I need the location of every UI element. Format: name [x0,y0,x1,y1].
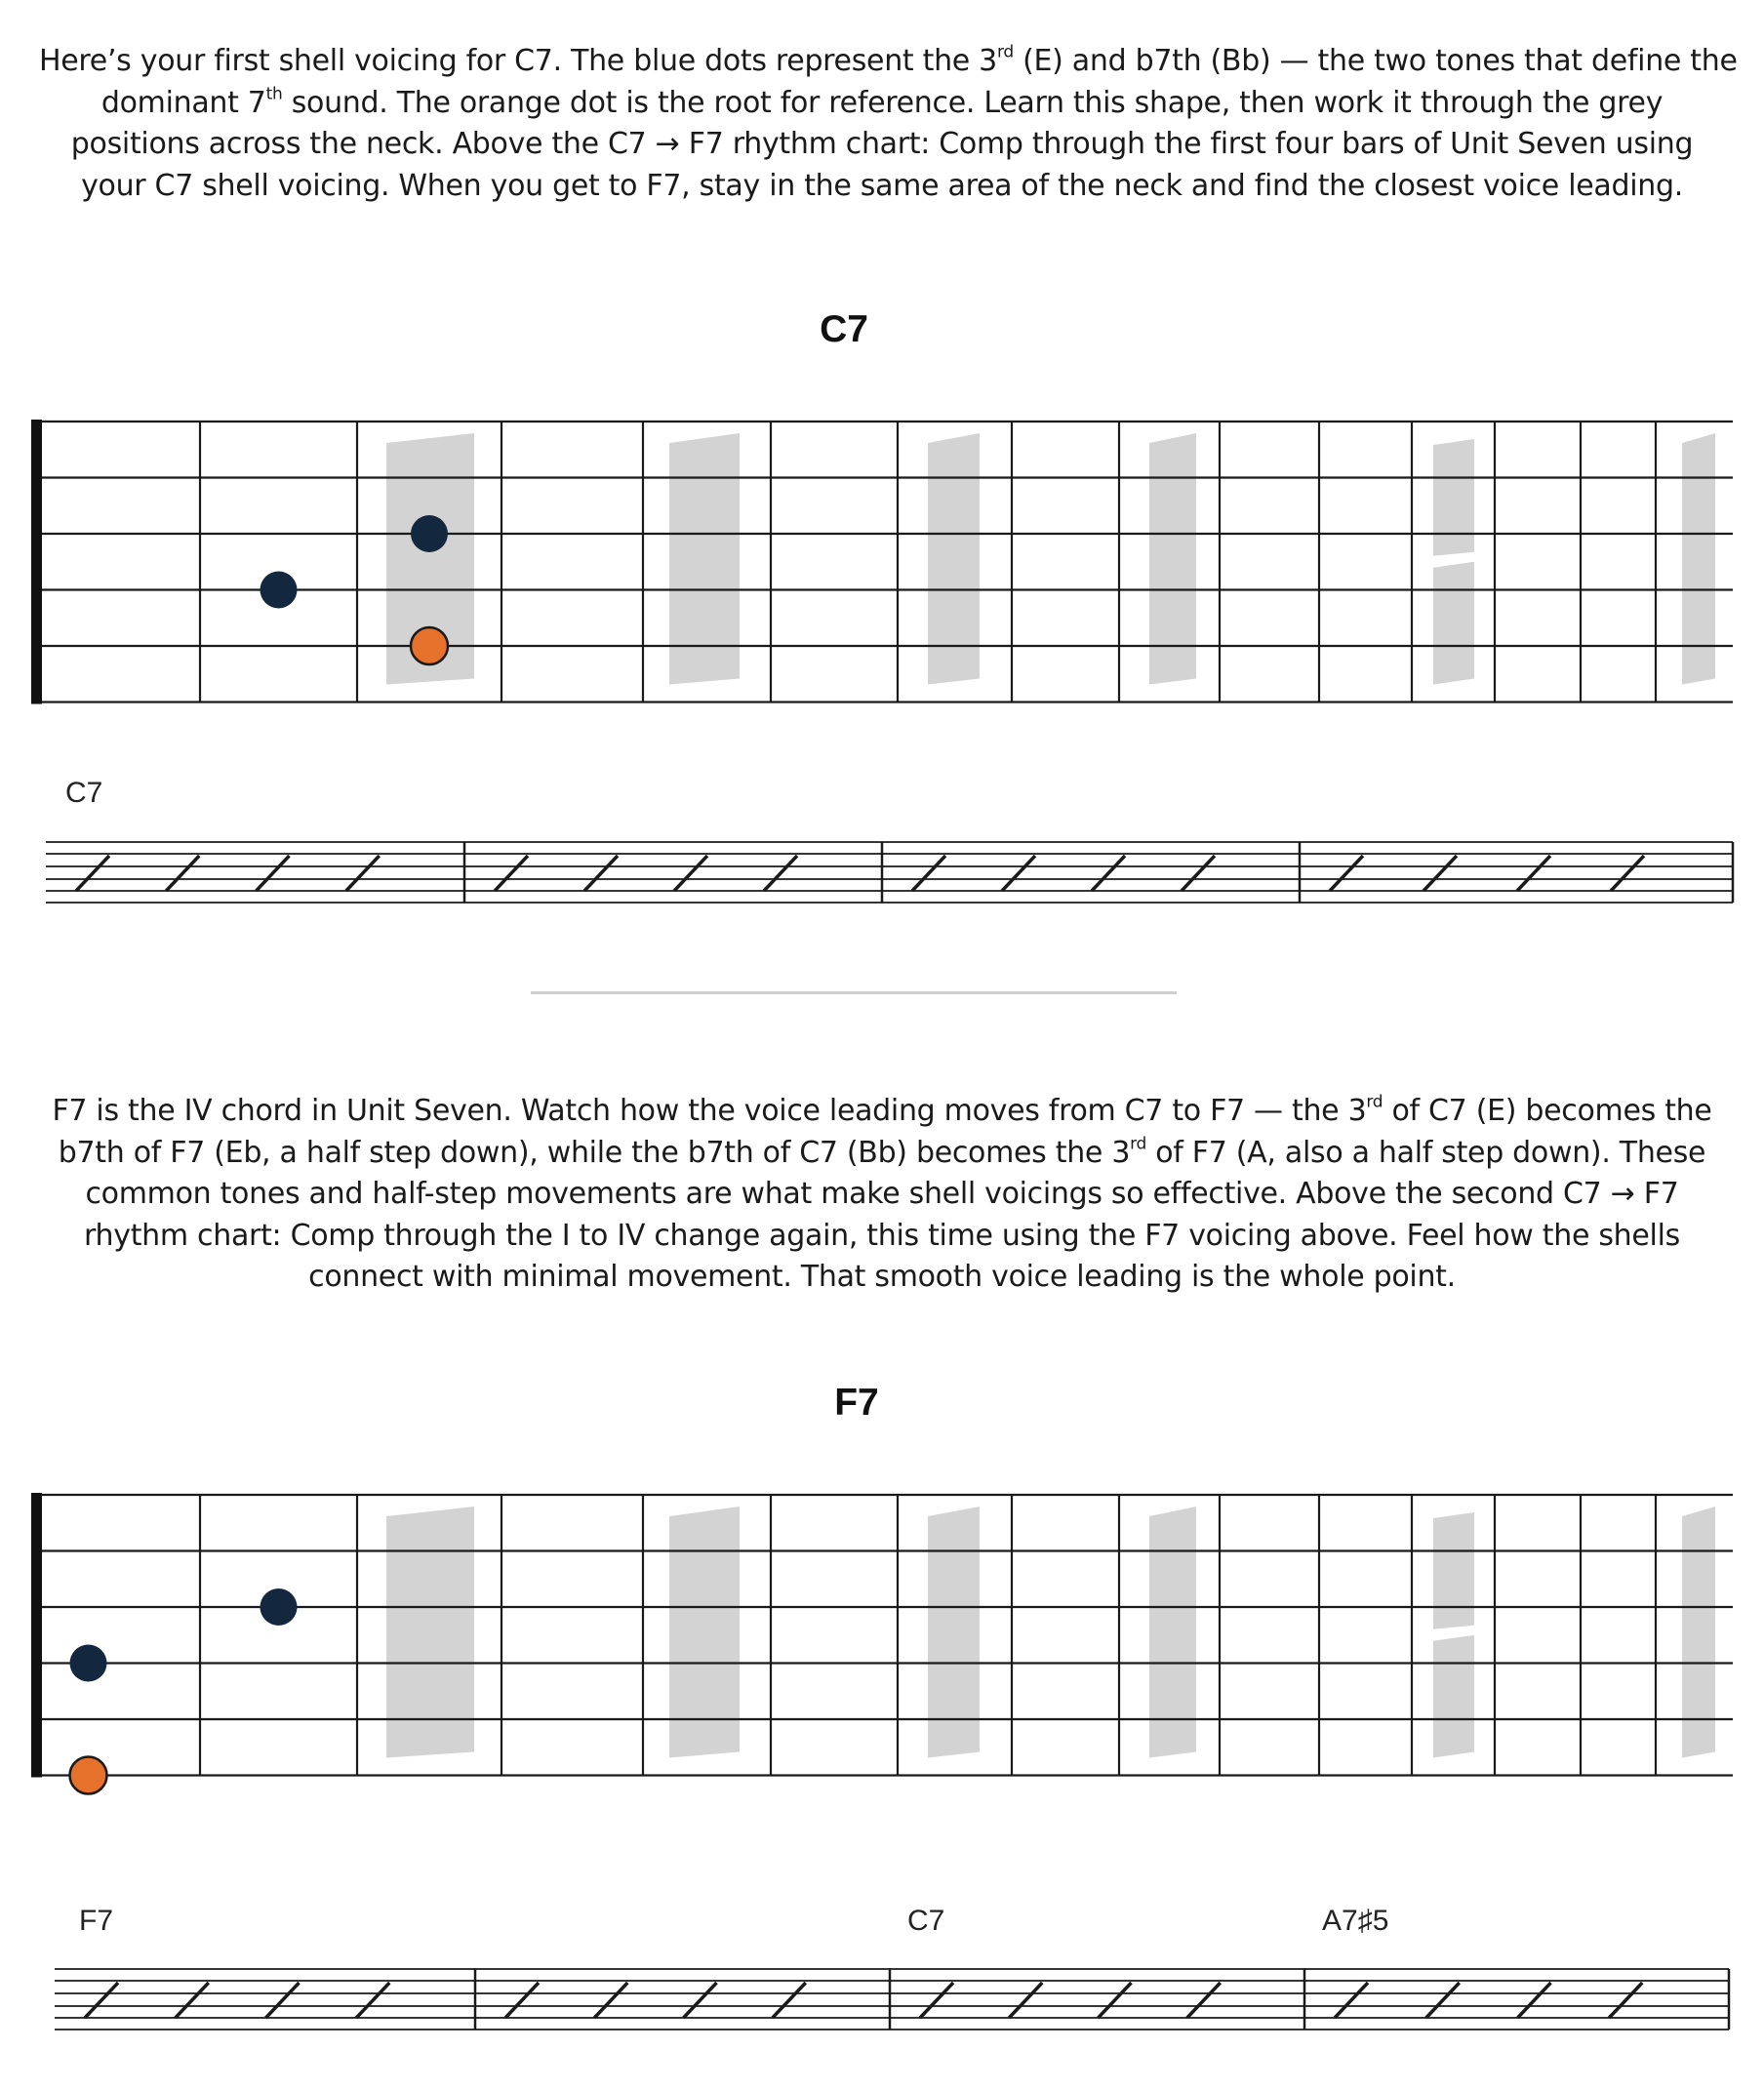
position-marker-5b [1433,1635,1474,1758]
section2-line-2: b7th of F7 (Eb, a half step down), while the b7th of C7 (Bb) becomes the 3rd of F7 (A, also a half step down). These [58,1133,1706,1170]
rhythm-slash-b3-2 [1009,1983,1042,2018]
rhythm-slash-b1-4 [356,1983,389,2018]
rhythm1-chord-c7: C7 [65,777,103,809]
position-marker-5b [1433,562,1474,685]
intro-paragraph [39,41,1738,207]
rhythm2-chord-f7: F7 [79,1905,114,1937]
shell-tone-dot-1 [261,572,298,609]
root-dot-3 [70,1757,107,1794]
intro-line-3: positions across the neck. Above the C7 → F7 rhythm chart: Comp through the first four bars of Unit Seven using [70,127,1694,161]
fretboard-diagram-f7 [0,1483,1764,1786]
rhythm-chart-2 [0,1961,1764,2069]
intro-line-2: dominant 7th sound. The orange dot is the root for reference. Learn this shape, then work it through the grey [100,83,1664,120]
rhythm-slash-b1-1 [76,856,109,891]
rhythm-slash-b4-3 [1517,856,1550,891]
rhythm-slash-b3-3 [1099,1983,1132,2018]
section2-line-1: F7 is the IV chord in Unit Seven. Watch how the voice leading moves from C7 to F7 — the 3rd of C7 (E) becomes the [52,1092,1712,1128]
fretboard-diagram-c7 [0,410,1764,703]
position-marker-5a [1433,1512,1474,1629]
intro-line-1: Here’s your first shell voicing for C7. The blue dots represent the 3rd (E) and b7th (Bb) — the two tones that define the [39,42,1738,78]
rhythm-slash-b4-2 [1423,856,1457,891]
rhythm-slash-b3-4 [1182,856,1215,891]
rhythm-slash-b1-3 [257,856,290,891]
section2-line-4: rhythm chart: Comp through the I to IV change again, this time using the F7 voicing above. Feel how the shells [84,1218,1680,1253]
shell-tone-dot-1 [261,1588,298,1626]
diagram-title-f7: F7 [834,1382,879,1424]
rhythm-slash-b2-2 [584,856,618,891]
rhythm-slash-b3-4 [1187,1983,1221,2018]
rhythm-slash-b4-2 [1426,1983,1460,2018]
rhythm-slash-b2-1 [505,1983,539,2018]
section-divider [531,991,1177,994]
rhythm-slash-b3-2 [1002,856,1035,891]
rhythm-slash-b1-2 [166,856,199,891]
rhythm-slash-b3-1 [920,1983,953,2018]
rhythm-slash-b2-1 [495,856,528,891]
rhythm2-chord-c7: C7 [907,1905,945,1937]
rhythm-slash-b4-4 [1611,856,1644,891]
rhythm-slash-b2-2 [594,1983,627,2018]
rhythm-slash-b2-3 [674,856,707,891]
intro-line-4: your C7 shell voicing. When you get to F7, stay in the same area of the neck and find the closest voice leading. [81,168,1683,203]
rhythm-slash-b2-3 [684,1983,717,2018]
rhythm-slash-b1-1 [85,1983,118,2018]
position-marker-5a [1433,439,1474,556]
rhythm-slash-b3-1 [912,856,945,891]
shell-tone-dot-2 [411,515,448,552]
rhythm-slash-b4-3 [1518,1983,1551,2018]
rhythm-slash-b2-4 [773,1983,806,2018]
rhythm-slash-b1-4 [346,856,380,891]
rhythm-slash-b2-4 [764,856,797,891]
rhythm-slash-b4-4 [1609,1983,1642,2018]
section2-line-5: connect with minimal movement. That smooth voice leading is the whole point. [308,1260,1456,1294]
rhythm-chart-1 [0,834,1764,932]
rhythm-slash-b4-1 [1330,856,1363,891]
rhythm-slash-b1-3 [266,1983,300,2018]
rhythm-slash-b3-3 [1092,856,1125,891]
nut [31,420,42,704]
rhythm-slash-b1-2 [176,1983,209,2018]
diagram-title-c7: C7 [820,308,868,350]
root-dot-3 [411,627,448,664]
rhythm2-chord-a7sharp5: A7♯5 [1322,1905,1389,1937]
section2-line-3: common tones and half-step movements are what make shell voicings so effective. Above the second C7 → F7 [85,1177,1679,1211]
section2-paragraph [39,1091,1725,1299]
nut [31,1493,42,1778]
shell-tone-dot-2 [70,1645,107,1682]
rhythm-slash-b4-1 [1335,1983,1368,2018]
